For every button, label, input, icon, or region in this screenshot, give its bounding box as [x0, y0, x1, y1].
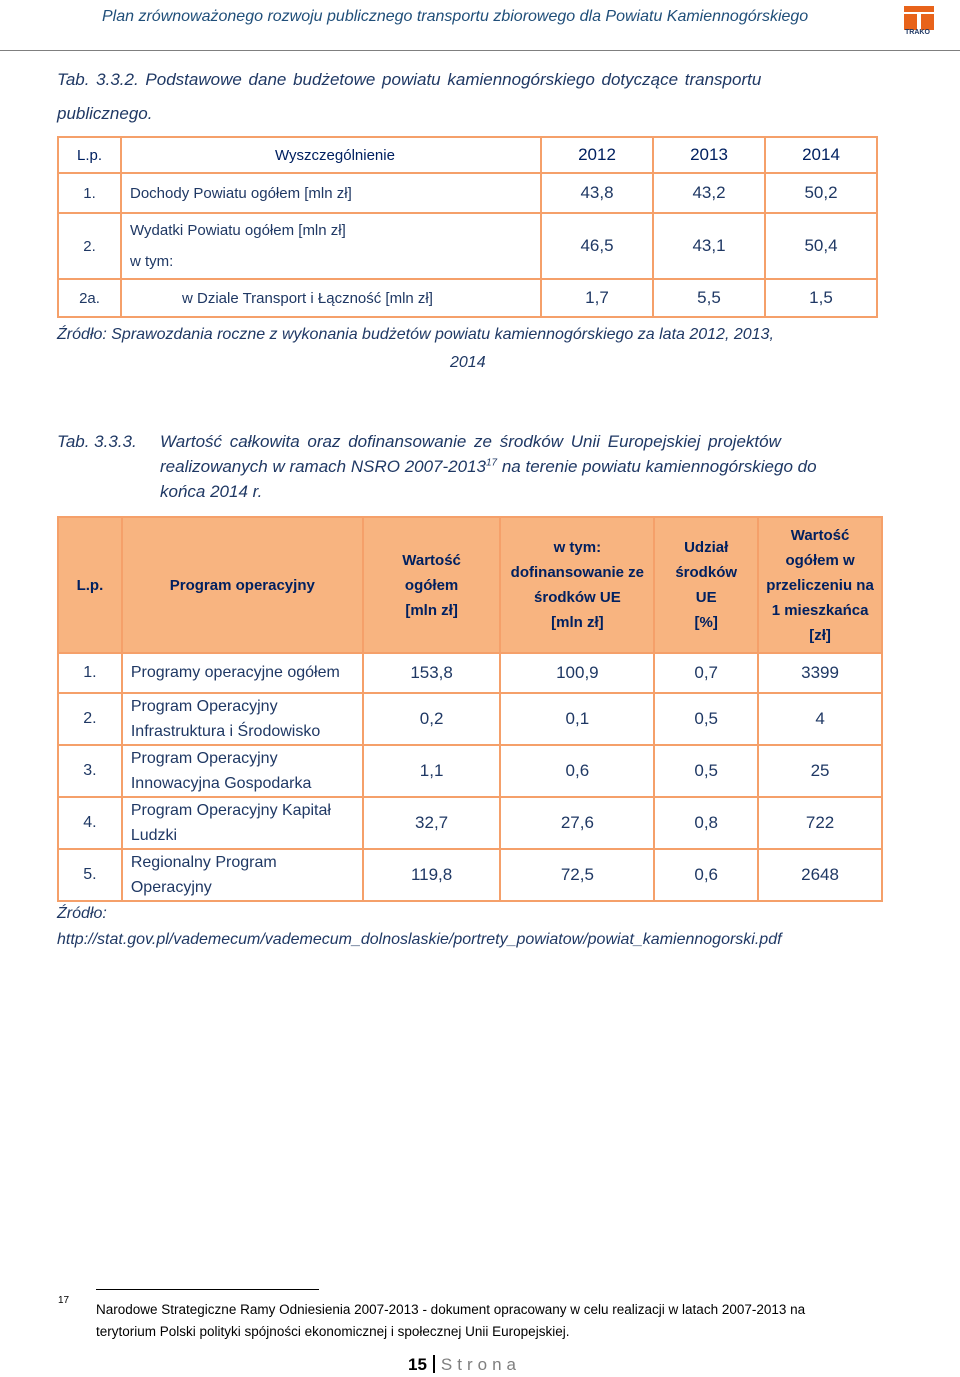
header-line: [mln zł]	[405, 601, 458, 619]
header-year: 2013	[653, 137, 765, 173]
table2-caption-prefix: Tab. 3.3.3.	[57, 432, 137, 451]
header-per-capita	[758, 517, 882, 653]
table-header-row	[58, 517, 882, 653]
row-value: 0,1	[500, 693, 654, 745]
header-program: Program operacyjny	[122, 517, 363, 653]
row-value: 119,8	[363, 849, 501, 901]
table-row	[58, 693, 882, 745]
header-name: Wyszczególnienie	[121, 137, 541, 173]
row-value: 1,5	[765, 279, 877, 317]
header-line: Udział	[684, 539, 729, 556]
header-line: [mln zł]	[551, 614, 604, 631]
row-program-cell	[122, 849, 363, 901]
budget-table	[57, 136, 878, 318]
row-program: Program Operacyjny	[130, 698, 278, 715]
eu-projects-table	[57, 516, 883, 902]
row-value: 0,6	[654, 849, 758, 901]
header-lp: L.p.	[58, 137, 121, 173]
table2-caption-line1: Wartość całkowita oraz dofinansowanie ze środków Unii Europejskiej projektów	[160, 432, 781, 451]
table-row	[58, 213, 877, 279]
header-line: ogółem	[404, 576, 459, 594]
logo-text: TRAKO	[905, 29, 930, 36]
row-value: 0,7	[654, 653, 758, 693]
caption-text: realizowanych w ramach NSRO 2007-2013	[160, 457, 486, 476]
row-value: 153,8	[363, 653, 501, 693]
row-lp: 2.	[58, 213, 121, 279]
page-header	[0, 0, 960, 51]
header-year: 2014	[765, 137, 877, 173]
row-name: w Dziale Transport i Łączność [mln zł]	[121, 279, 541, 317]
row-name: Dochody Powiatu ogółem [mln zł]	[121, 173, 541, 213]
row-lp: 5.	[58, 849, 122, 901]
header-line: środków	[675, 564, 738, 581]
page-number	[408, 1355, 521, 1375]
header-eu-share	[654, 517, 758, 653]
footnote-line: Narodowe Strategiczne Ramy Odniesienia 2007-2013 - dokument opracowany w celu realizacji w latach 2007-2013 na	[96, 1302, 806, 1317]
row-program: Regionalny Program	[130, 854, 277, 871]
table-row	[58, 849, 882, 901]
footnote-separator	[96, 1289, 319, 1290]
row-value: 46,5	[541, 213, 653, 279]
header-line: UE	[695, 589, 717, 606]
table-row	[58, 173, 877, 213]
header-line: Wartość	[790, 526, 850, 544]
row-program-cell	[122, 693, 363, 745]
row-value: 27,6	[500, 797, 654, 849]
row-subname: w tym:	[130, 253, 174, 270]
row-value: 722	[758, 797, 882, 849]
footnote-line: terytorium Polski polityki spójności ekonomicznej i społecznej Unii Europejskiej.	[96, 1324, 570, 1339]
document-title: Plan zrównoważonego rozwoju publicznego transportu zbiorowego dla Powiatu Kamiennogórskiego	[102, 8, 809, 25]
row-value: 100,9	[500, 653, 654, 693]
row-value: 50,4	[765, 213, 877, 279]
row-value: 4	[758, 693, 882, 745]
table-row	[58, 279, 877, 317]
header-line: w tym:	[553, 539, 602, 556]
row-value: 0,5	[654, 745, 758, 797]
table2-source-label: Źródło:	[57, 905, 107, 922]
row-program: Program Operacyjny Kapitał	[130, 802, 331, 819]
header-line: środków UE	[534, 589, 621, 606]
row-program: Infrastruktura i Środowisko	[130, 723, 321, 740]
row-value: 32,7	[363, 797, 501, 849]
row-program: Programy operacyjne ogółem	[122, 653, 363, 693]
table1-source-line1: Źródło: Sprawozdania roczne z wykonania budżetów powiatu kamiennogórskiego za lata 2012, 2013,	[57, 326, 774, 343]
row-name: Wydatki Powiatu ogółem [mln zł]	[130, 222, 346, 239]
row-lp: 1.	[58, 173, 121, 213]
row-lp: 3.	[58, 745, 122, 797]
row-value: 0,5	[654, 693, 758, 745]
row-program: Operacyjny	[130, 879, 212, 896]
header-line: 1 mieszkańca	[771, 601, 869, 619]
row-program: Ludzki	[130, 827, 178, 844]
row-lp: 1.	[58, 653, 122, 693]
header-line: [%]	[694, 614, 718, 631]
page-number-value: 15	[408, 1355, 427, 1374]
header-line: ogółem w	[785, 551, 855, 569]
page-separator	[433, 1355, 435, 1373]
row-value: 43,2	[653, 173, 765, 213]
header-year: 2012	[541, 137, 653, 173]
row-lp: 2.	[58, 693, 122, 745]
header-eu-funding	[500, 517, 654, 653]
row-value: 43,1	[653, 213, 765, 279]
row-value: 3399	[758, 653, 882, 693]
header-line: przeliczeniu na	[766, 576, 874, 594]
row-value: 50,2	[765, 173, 877, 213]
row-value: 0,2	[363, 693, 501, 745]
row-program-cell	[122, 745, 363, 797]
header-line: Wartość	[402, 551, 461, 569]
row-value: 72,5	[500, 849, 654, 901]
row-program: Innowacyjna Gospodarka	[130, 775, 312, 792]
table-row	[58, 745, 882, 797]
header-total-value	[363, 517, 501, 653]
row-value: 1,1	[363, 745, 501, 797]
table-row	[58, 797, 882, 849]
row-value: 1,7	[541, 279, 653, 317]
table-row	[58, 653, 882, 693]
row-value: 0,8	[654, 797, 758, 849]
row-value: 25	[758, 745, 882, 797]
row-program-cell	[122, 797, 363, 849]
row-lp: 2a.	[58, 279, 121, 317]
row-value: 5,5	[653, 279, 765, 317]
row-value: 0,6	[500, 745, 654, 797]
footnote-ref: 17	[486, 457, 498, 469]
caption-text: na terenie powiatu kamiennogórskiego do	[497, 457, 817, 476]
row-program: Program Operacyjny	[130, 750, 278, 767]
table2-caption-line2	[160, 457, 817, 477]
row-lp: 4.	[58, 797, 122, 849]
table-header-row	[58, 137, 877, 173]
row-value: 43,8	[541, 173, 653, 213]
table2-source-url[interactable]: http://stat.gov.pl/vademecum/vademecum_dolnoslaskie/portrety_powiatow/powiat_kamiennogorski.pdf	[57, 931, 782, 948]
header-line: dofinansowanie ze	[510, 564, 645, 581]
table1-caption-line2: publicznego.	[57, 104, 153, 123]
footnote-number: 17	[58, 1295, 70, 1306]
table1-caption-line1: Tab. 3.3.2. Podstawowe dane budżetowe powiatu kamiennogórskiego dotyczące transportu	[57, 70, 762, 89]
row-value: 2648	[758, 849, 882, 901]
table2-caption-line3: końca 2014 r.	[160, 482, 263, 501]
header-line: [zł]	[809, 626, 831, 644]
footnote-text	[96, 1299, 896, 1343]
page-word: Strona	[440, 1355, 522, 1374]
header-lp: L.p.	[58, 517, 122, 653]
row-name-cell	[121, 213, 541, 279]
table1-source-line2: 2014	[450, 354, 486, 371]
